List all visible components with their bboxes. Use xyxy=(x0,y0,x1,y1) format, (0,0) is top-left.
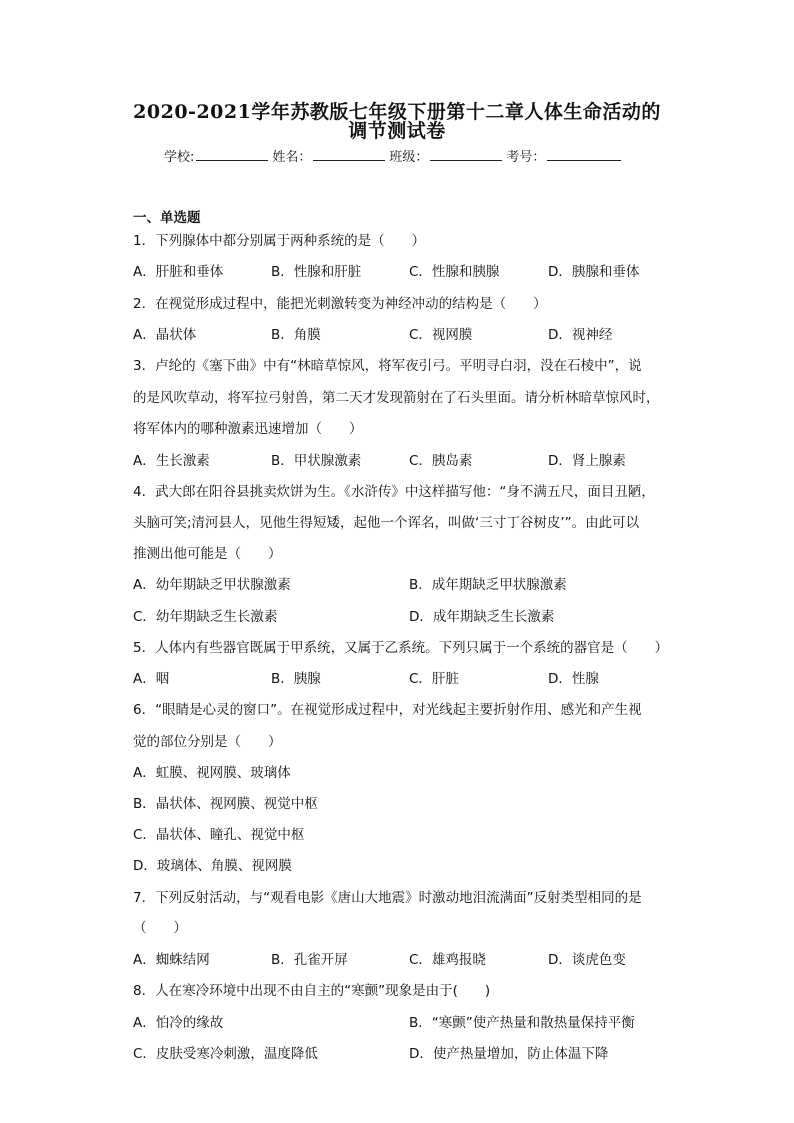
question-7-line-1: 7．下列反射活动，与“观看电影《唐山大地震》时激动地泪流满面”反射类型相同的是 xyxy=(133,890,642,906)
q7-option-b: B．孔雀开屏 xyxy=(271,952,348,968)
q2-option-c: C．视网膜 xyxy=(409,327,473,343)
q4-option-a: A．幼年期缺乏甲状腺激素 xyxy=(133,577,291,593)
q3-option-a: A．生长激素 xyxy=(133,453,210,469)
q5-option-a: A．咽 xyxy=(133,671,170,687)
question-1-line-1: 1．下列腺体中都分别属于两种系统的是（ ） xyxy=(133,233,426,249)
school-label: 学校: xyxy=(164,150,195,165)
q3-option-d: D．肾上腺素 xyxy=(548,453,626,469)
q7-option-a: A．蜘蛛结网 xyxy=(133,952,210,968)
question-6-line-2: 觉的部位分别是（ ） xyxy=(133,734,282,750)
q8-option-b: B．“寒颤”使产热量和散热量保持平衡 xyxy=(409,1015,635,1031)
q5-option-d: D．性腺 xyxy=(548,671,599,687)
q1-option-d: D．胰腺和垂体 xyxy=(548,264,640,280)
q8-option-d: D．使产热量增加，防止体温下降 xyxy=(409,1046,609,1062)
question-8-line-1: 8．人在寒冷环境中出现不由自主的“寒颤”现象是由于( ) xyxy=(133,983,491,999)
q7-option-d: D．谈虎色变 xyxy=(548,952,626,968)
q6-option-c: C．晶状体、瞳孔、视觉中枢 xyxy=(133,827,305,843)
q6-option-d: D．玻璃体、角膜、视网膜 xyxy=(133,858,292,874)
q1-option-c: C．性腺和胰腺 xyxy=(409,264,500,280)
question-4-line-3: 推测出他可能是（ ） xyxy=(133,546,282,562)
q6-option-b: B．晶状体、视网膜、视觉中枢 xyxy=(133,796,318,812)
section-title: 一、单选题 xyxy=(133,210,201,226)
q2-option-d: D．视神经 xyxy=(548,327,613,343)
number-label: 考号： xyxy=(506,150,546,165)
question-2-line-1: 2．在视觉形成过程中，能把光刺激转变为神经冲动的结构是（ ） xyxy=(133,296,547,312)
question-5-line-1: 5．人体内有些器官既属于甲系统，又属于乙系统。下列只属于一个系统的器官是（ ） xyxy=(133,640,669,656)
question-3-line-3: 将军体内的哪种激素迅速增加（ ） xyxy=(133,421,363,437)
q4-option-d: D．成年期缺乏生长激素 xyxy=(409,609,555,625)
question-7-line-2: （ ） xyxy=(133,920,187,936)
q5-option-c: C．肝脏 xyxy=(409,671,459,687)
q1-option-a: A．肝脏和垂体 xyxy=(133,264,224,280)
question-3-line-2: 的是风吹草动，将军拉弓射兽，第二天才发现箭射在了石头里面。请分析林暗草惊风时， xyxy=(133,390,660,406)
q8-option-c: C．皮肤受寒冷刺激，温度降低 xyxy=(133,1046,318,1062)
class-label: 班级： xyxy=(389,150,429,165)
name-blank[interactable] xyxy=(313,147,385,161)
name-label: 姓名： xyxy=(272,150,312,165)
question-6-line-1: 6．“眼睛是心灵的窗口”。在视觉形成过程中，对光线起主要折射作用、感光和产生视 xyxy=(133,702,642,718)
class-blank[interactable] xyxy=(430,147,502,161)
q1-option-b: B．性腺和肝脏 xyxy=(271,264,362,280)
question-3-line-1: 3．卢纶的《塞下曲》中有“林暗草惊风，将军夜引弓。平明寻白羽，没在石棱中”，说 xyxy=(133,358,642,374)
question-4-line-2: 头脑可笑;清河县人，见他生得短矮，起他一个诨名，叫做‘三寸丁谷树皮’”。由此可以 xyxy=(133,515,640,531)
q2-option-b: B．角膜 xyxy=(271,327,321,343)
school-blank[interactable] xyxy=(196,147,268,161)
q4-option-c: C．幼年期缺乏生长激素 xyxy=(133,609,278,625)
q2-option-a: A．晶状体 xyxy=(133,327,197,343)
q6-option-a: A．虹膜、视网膜、玻璃体 xyxy=(133,765,291,781)
student-info-row xyxy=(164,146,625,165)
q7-option-c: C．雄鸡报晓 xyxy=(409,952,486,968)
page-title-line-2: 调节测试卷 xyxy=(348,120,446,142)
q8-option-a: A．怕冷的缘故 xyxy=(133,1015,224,1031)
q3-option-c: C．胰岛素 xyxy=(409,453,473,469)
q5-option-b: B．胰腺 xyxy=(271,671,321,687)
number-blank[interactable] xyxy=(547,147,621,161)
q4-option-b: B．成年期缺乏甲状腺激素 xyxy=(409,577,567,593)
question-4-line-1: 4．武大郎在阳谷县挑卖炊饼为生。《水浒传》中这样描写他：“身不满五尺，面目丑陋， xyxy=(133,484,655,500)
q3-option-b: B．甲状腺激素 xyxy=(271,453,362,469)
page-title-line-1: 2020-2021学年苏教版七年级下册第十二章人体生命活动的 xyxy=(133,101,661,123)
